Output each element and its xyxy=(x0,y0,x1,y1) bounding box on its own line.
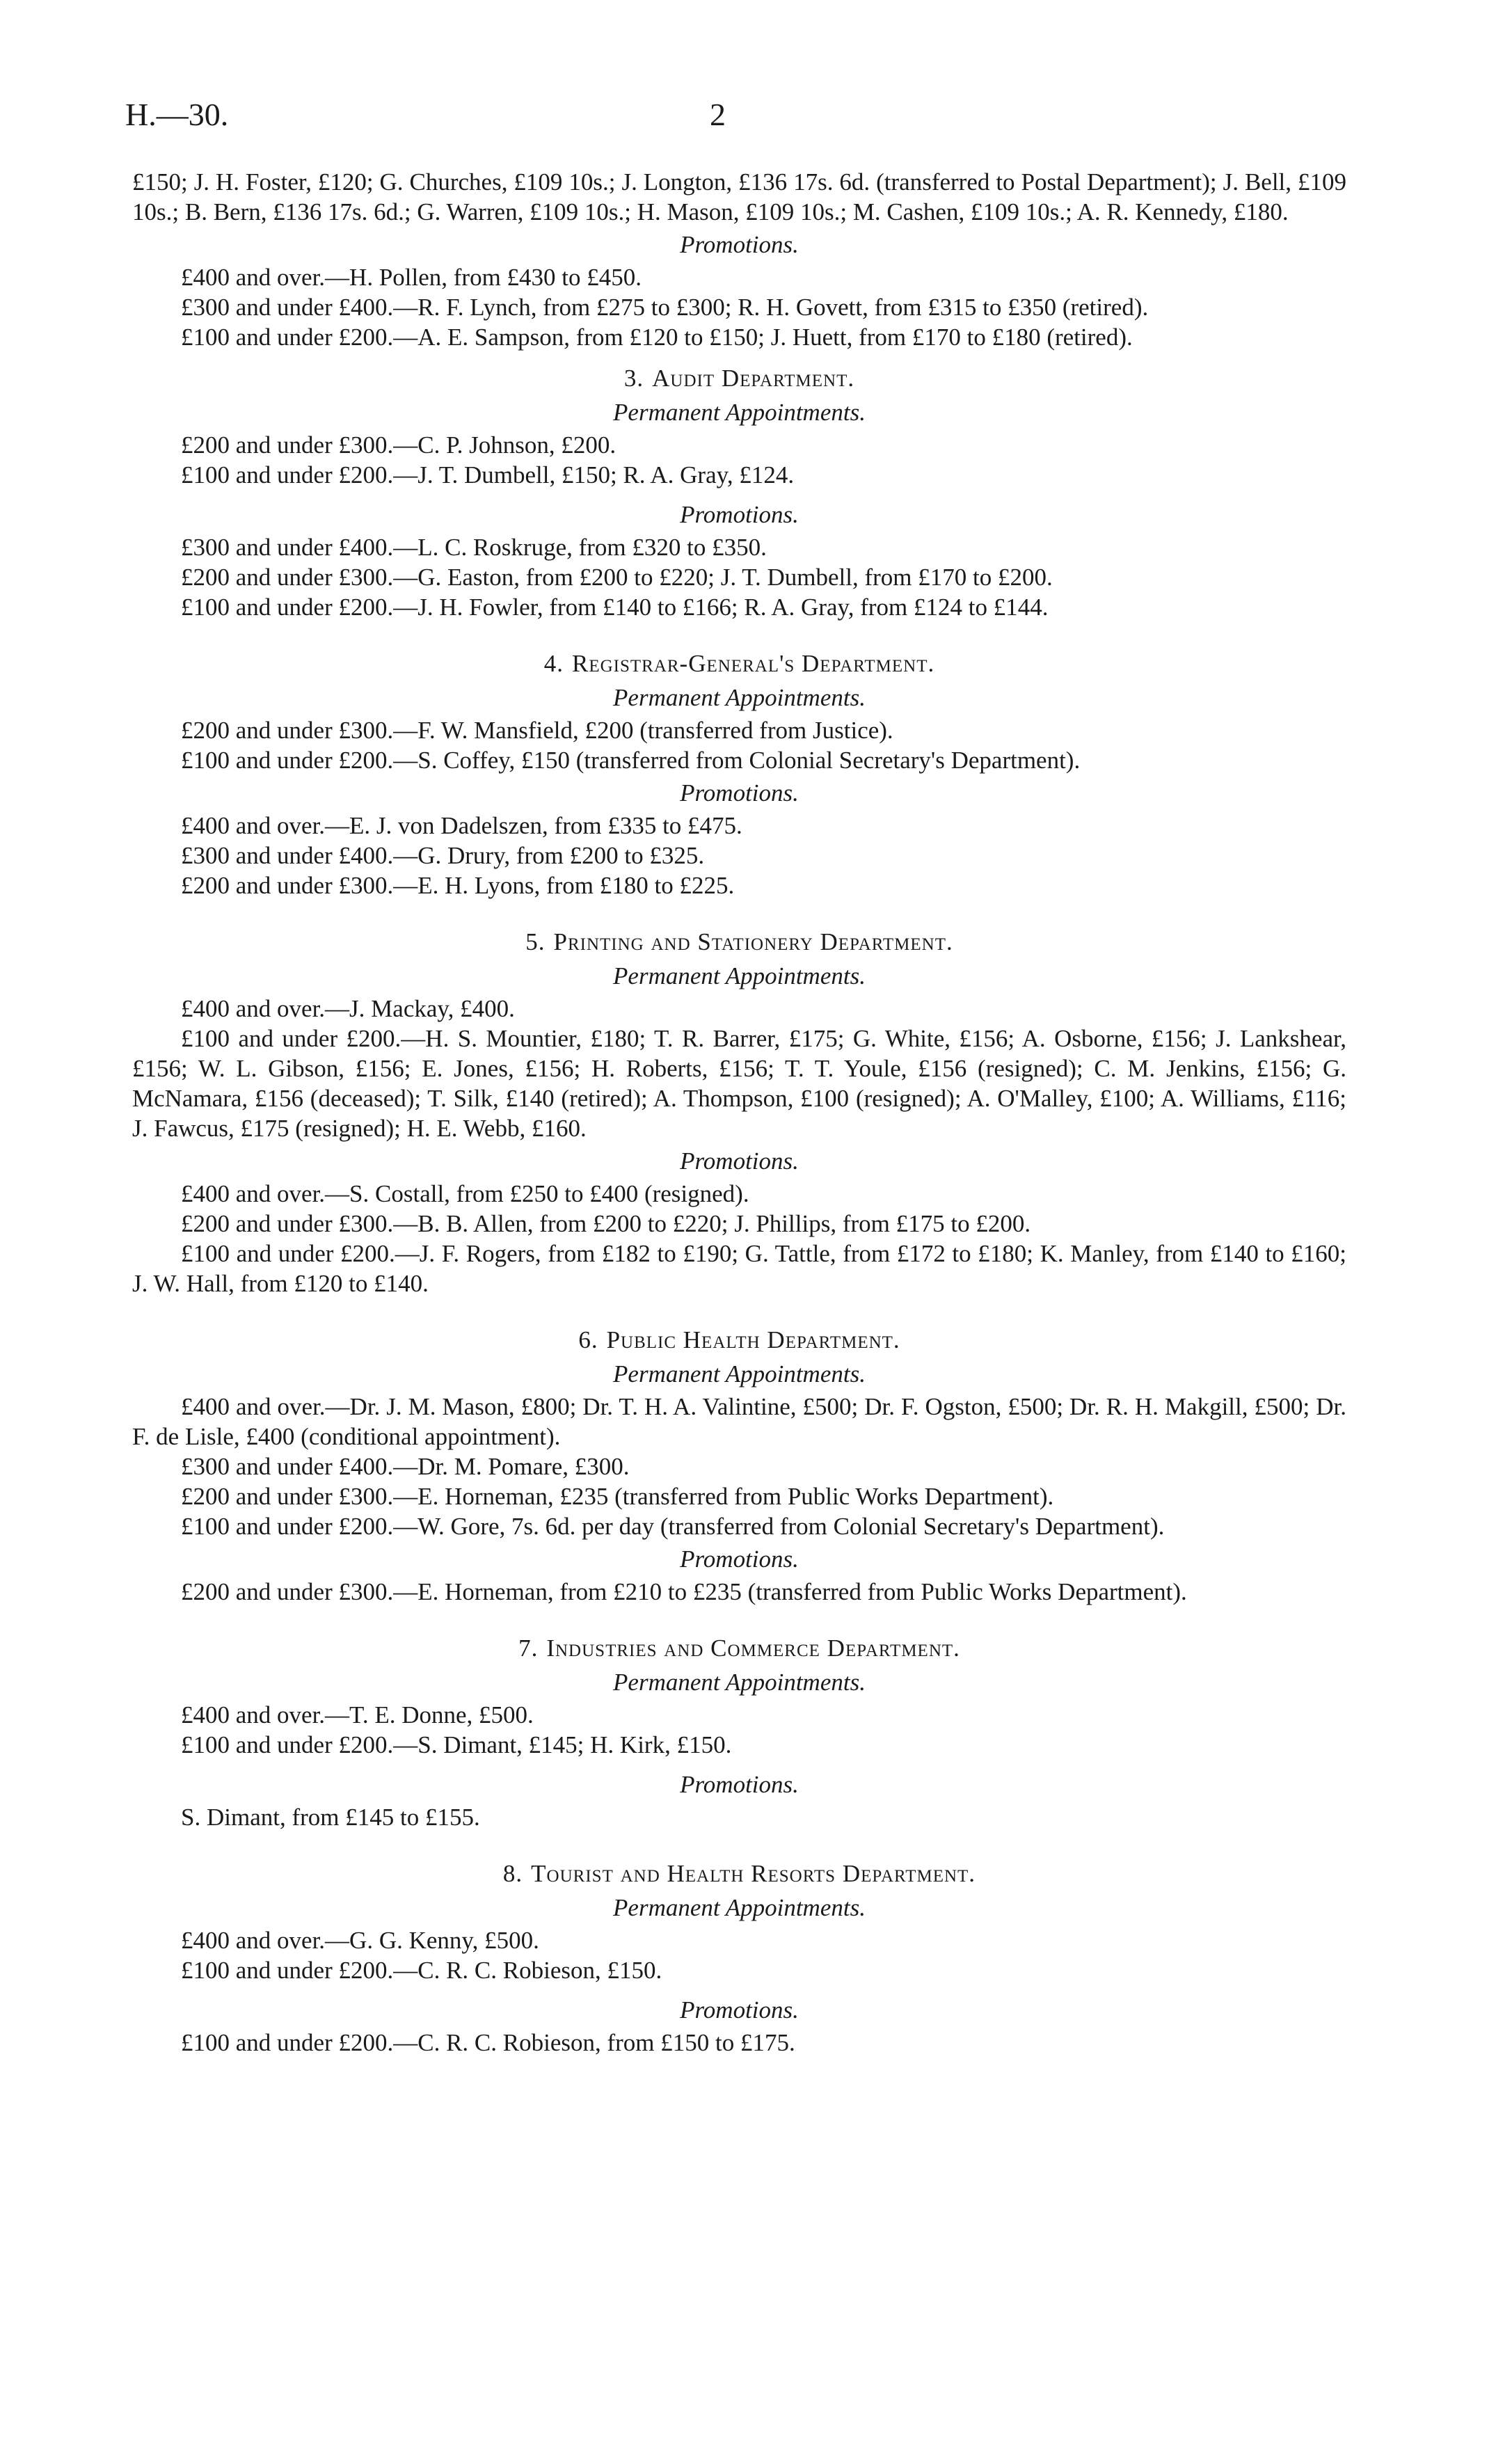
section-title: Registrar-General's Department. xyxy=(571,650,935,677)
appointment-entry: £400 and over.—J. Mackay, £400. xyxy=(181,995,515,1022)
section-number: 4. xyxy=(543,650,564,677)
appointment-entry: £100 and under £200.—C. R. C. Robieson, £150. xyxy=(181,1957,662,1984)
promotions-heading: Promotions. xyxy=(680,231,799,258)
appointment-entry: £100 and under £200.—H. S. Mountier, £180; T. R. Barrer, £175; G. White, £156; A. Osborne, £156; J. Lankshear, £156; W. L. Gibson, £156; E. Jones, £156; H. Roberts, £156; T. T. Youle, £156 (resigned); C. M. Jenkins, £156; G. McNamara, £156 (deceased); T. Silk, £140 (retired); A. Thompson, £100 (resigned); A. O'Malley, £100; A. Williams, £116; J. Fawcus, £175 (resigned); H. E. Webb, £160. xyxy=(132,1025,1346,1142)
section-number: 7. xyxy=(518,1635,539,1662)
permanent-appointments-heading: Permanent Appointments. xyxy=(613,1894,866,1921)
appointment-entry: £100 and under £200.—W. Gore, 7s. 6d. per day (transferred from Colonial Secretary's Department). xyxy=(181,1513,1165,1540)
section-tourist-health-resorts xyxy=(132,1859,1346,2058)
section-title: Industries and Commerce Department. xyxy=(546,1635,960,1662)
promotions-heading: Promotions. xyxy=(680,501,799,528)
permanent-appointments-heading: Permanent Appointments. xyxy=(613,1360,866,1388)
section-title: Printing and Stationery Department. xyxy=(553,928,953,955)
promotion-entry: £200 and under £300.—E. Horneman, from £210 to £235 (transferred from Public Works Department). xyxy=(181,1578,1187,1605)
section-printing-stationery xyxy=(132,927,1346,1298)
section-heading xyxy=(132,1633,1346,1663)
section-industries-commerce xyxy=(132,1633,1346,1832)
promotions-heading: Promotions. xyxy=(680,1996,799,2023)
intro-paragraph: £150; J. H. Foster, £120; G. Churches, £109 10s.; J. Longton, £136 17s. 6d. (transferred to Postal Department); J. Bell, £109 10s.; B. Bern, £136 17s. 6d.; G. Warren, £109 10s.; H. Mason, £109 10s.; M. Cashen, £109 10s.; A. R. Kennedy, £180. xyxy=(132,168,1346,225)
document-reference: H.—30. xyxy=(125,97,229,132)
promotion-entry: £400 and over.—S. Costall, from £250 to £400 (resigned). xyxy=(181,1180,749,1207)
promotion-entry: £100 and under £200.—A. E. Sampson, from £120 to £150; J. Huett, from £170 to £180 (retired). xyxy=(181,324,1133,351)
section-registrar-general xyxy=(132,649,1346,900)
promotion-entry: £200 and under £300.—G. Easton, from £200 to £220; J. T. Dumbell, from £170 to £200. xyxy=(181,564,1053,591)
section-2-continuation xyxy=(132,230,1346,352)
section-heading xyxy=(132,1325,1346,1355)
section-heading xyxy=(132,1859,1346,1889)
appointment-entry: £100 and under £200.—S. Dimant, £145; H. Kirk, £150. xyxy=(181,1731,732,1758)
section-title: Public Health Department. xyxy=(606,1326,900,1353)
promotion-entry: £100 and under £200.—J. H. Fowler, from £140 to £166; R. A. Gray, from £124 to £144. xyxy=(181,594,1049,621)
section-number: 8. xyxy=(502,1860,523,1887)
appointment-entry: £100 and under £200.—J. T. Dumbell, £150; R. A. Gray, £124. xyxy=(181,461,795,488)
section-audit xyxy=(132,363,1346,622)
section-number: 3. xyxy=(623,365,644,392)
section-number: 6. xyxy=(578,1326,598,1353)
page-number: 2 xyxy=(710,97,726,132)
section-title: Audit Department. xyxy=(652,365,855,392)
promotions-heading: Promotions. xyxy=(680,1545,799,1573)
appointment-entry: £200 and under £300.—E. Horneman, £235 (transferred from Public Works Department). xyxy=(181,1483,1054,1510)
section-number: 5. xyxy=(525,928,546,955)
permanent-appointments-heading: Permanent Appointments. xyxy=(613,962,866,989)
promotion-entry: £100 and under £200.—J. F. Rogers, from £182 to £190; G. Tattle, from £172 to £180; K. Manley, from £140 to £160; J. W. Hall, from £120 to £140. xyxy=(132,1240,1346,1297)
permanent-appointments-heading: Permanent Appointments. xyxy=(613,684,866,711)
promotion-entry: £300 and under £400.—R. F. Lynch, from £275 to £300; R. H. Govett, from £315 to £350 (retired). xyxy=(181,294,1149,321)
promotion-entry: £200 and under £300.—E. H. Lyons, from £180 to £225. xyxy=(181,872,735,899)
appointment-entry: £400 and over.—T. E. Donne, £500. xyxy=(181,1701,534,1728)
promotion-entry: £300 and under £400.—G. Drury, from £200 to £325. xyxy=(181,842,705,869)
appointment-entry: £100 and under £200.—S. Coffey, £150 (transferred from Colonial Secretary's Department). xyxy=(181,747,1081,774)
section-heading xyxy=(132,927,1346,957)
appointment-entry: £400 and over.—G. G. Kenny, £500. xyxy=(181,1927,539,1954)
promotions-heading: Promotions. xyxy=(680,1147,799,1175)
section-title: Tourist and Health Resorts Department. xyxy=(531,1860,976,1887)
promotions-heading: Promotions. xyxy=(680,779,799,806)
appointment-entry: £400 and over.—Dr. J. M. Mason, £800; Dr. T. H. A. Valintine, £500; Dr. F. Ogston, £500; Dr. R. H. Makgill, £500; Dr. F. de Lisle, £400 (conditional appointment). xyxy=(132,1393,1346,1450)
promotion-entry: £100 and under £200.—C. R. C. Robieson, from £150 to £175. xyxy=(181,2029,795,2056)
appointment-entry: £200 and under £300.—F. W. Mansfield, £200 (transferred from Justice). xyxy=(181,717,893,744)
section-public-health xyxy=(132,1325,1346,1607)
promotion-entry: £300 and under £400.—L. C. Roskruge, from £320 to £350. xyxy=(181,534,767,561)
promotions-heading: Promotions. xyxy=(680,1771,799,1798)
permanent-appointments-heading: Permanent Appointments. xyxy=(613,399,866,426)
promotion-entry: £400 and over.—E. J. von Dadelszen, from £335 to £475. xyxy=(181,812,742,839)
appointment-entry: £200 and under £300.—C. P. Johnson, £200. xyxy=(181,431,616,459)
promotion-entry: £200 and under £300.—B. B. Allen, from £200 to £220; J. Phillips, from £175 to £200. xyxy=(181,1210,1031,1237)
promotion-entry: S. Dimant, from £145 to £155. xyxy=(181,1804,480,1831)
document-body xyxy=(132,167,1346,2058)
section-heading xyxy=(132,363,1346,393)
appointment-entry: £300 and under £400.—Dr. M. Pomare, £300. xyxy=(181,1453,630,1480)
promotion-entry: £400 and over.—H. Pollen, from £430 to £450. xyxy=(181,264,642,291)
permanent-appointments-heading: Permanent Appointments. xyxy=(613,1669,866,1696)
section-heading xyxy=(132,649,1346,678)
